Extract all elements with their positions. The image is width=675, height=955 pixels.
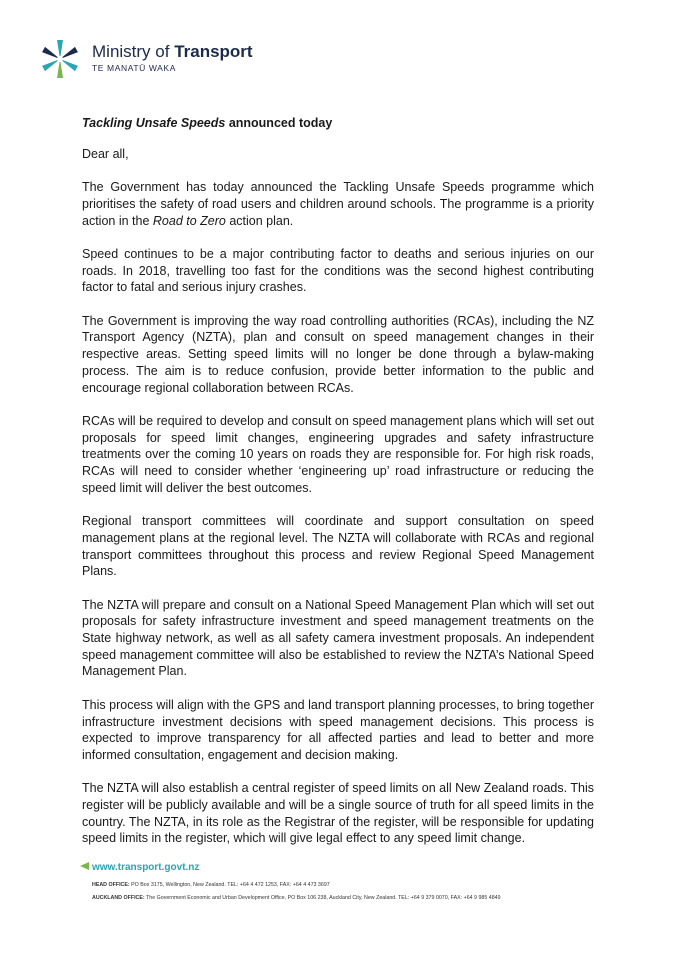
paragraph-7: This process will align with the GPS and land transport planning processes, to bring together infrastructure investment decisions with speed management decisions. This process is expected to improve transparency for all affected parties and lead to better and more informed consultation, engagement and decision making. [82, 697, 594, 762]
paragraph-5: Regional transport committees will coordinate and support consultation on speed management plans at the regional level. The NZTA will collaborate with RCAs and regional transport committees throughout this process and review Regional Speed Management Plans. [82, 514, 594, 579]
ministry-logo [38, 38, 298, 82]
head-office-line: HEAD OFFICE: PO Box 3175, Wellington, New Zealand. TEL: +64 4 472 1253, FAX: +64 4 473 3697 [92, 882, 330, 888]
paragraph-6: The NZTA will prepare and consult on a National Speed Management Plan which will set out proposals for safety infrastructure investment and speed management treatments on the State highway network, as well as all safety camera investment proposals. An independent speed management committee will also be established to review the NZTA’s National Speed Management Plan. [82, 597, 594, 679]
letter-heading: Tackling Unsafe Speeds announced today [82, 116, 333, 130]
paragraph-4: RCAs will be required to develop and consult on speed management plans which will set out proposals for speed limit changes, engineering upgrades and safety infrastructure treatments over the coming 10 years on roads they are responsible for. For high risk roads, RCAs will need to consider whether ‘engineering up’ road infrastructure or reducing the speed limit will deliver the best outcomes. [82, 413, 594, 495]
website-link[interactable]: www.transport.govt.nz [92, 862, 200, 873]
paragraph-3: The Government is improving the way road controlling authorities (RCAs), including the NZ Transport Agency (NZTA), plan and consult on speed management changes in their respective areas. Setting speed limits will no longer be done through a bylaw-making process. The aim is to reduce confusion, provide better information to the public and encourage regional collaboration between RCAs. [82, 313, 594, 395]
org-maori-name: TE MANATŪ WAKA [92, 63, 176, 73]
auckland-office-line: AUCKLAND OFFICE: The Government Economic and Urban Development Office, PO Box 106 238, Auckland City, New Zealand. TEL: +64 9 379 0070, FAX: +64 9 985 4849 [92, 895, 501, 901]
org-name: Ministry of Transport [92, 42, 253, 61]
paragraph-8: The NZTA will also establish a central register of speed limits on all New Zealand roads. This register will be publicly available and will be a single source of truth for all speed limits in the country. The NZTA, in its role as the Registrar of the register, will be responsible for updating speed limits in the register, which will give legal effect to any speed limit change. [82, 781, 594, 846]
paragraph-1: The Government has today announced the Tackling Unsafe Speeds programme which prioritises the safety of road users and children around schools. The programme is a priority action in the Road to Zero action plan. [82, 180, 594, 228]
salutation: Dear all, [82, 146, 129, 161]
koru-star-icon [38, 38, 84, 80]
letter-body [82, 115, 594, 864]
paragraph-2: Speed continues to be a major contributing factor to deaths and serious injuries on our roads. In 2018, travelling too fast for the conditions was the second highest contributing factor to fatal and serious injury crashes. [82, 246, 594, 295]
arrow-icon [78, 861, 90, 871]
